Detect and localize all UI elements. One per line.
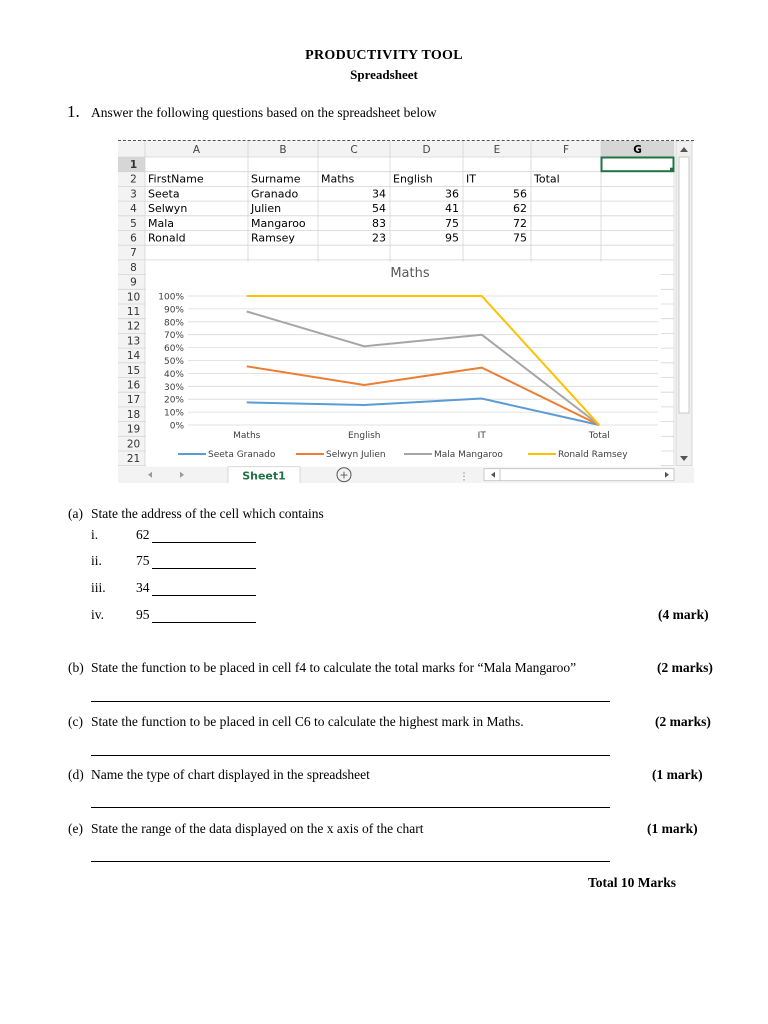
- answer-line[interactable]: [152, 542, 256, 543]
- row-header[interactable]: 15: [126, 364, 141, 377]
- part-b-text: State the function to be placed in cell f4 to calculate the total marks for “Mala Mangaroo”: [91, 660, 577, 675]
- x-tick-label: Total: [588, 431, 610, 441]
- spreadsheet-svg: [118, 141, 694, 483]
- part-a-item-value: 34: [136, 580, 150, 595]
- y-tick-label: 20%: [163, 395, 184, 406]
- row-header[interactable]: 5: [130, 217, 137, 230]
- part-a-item-value: 62: [136, 527, 150, 542]
- part-b-label: (b): [68, 660, 84, 675]
- part-e-label: (e): [68, 821, 83, 836]
- cell[interactable]: Granado: [251, 187, 299, 201]
- row-header[interactable]: 13: [126, 335, 141, 348]
- row-header[interactable]: 10: [126, 291, 141, 304]
- question-number: 1.: [67, 102, 80, 121]
- sheet-tab-label[interactable]: Sheet1: [242, 469, 286, 483]
- cell[interactable]: Ronald: [148, 231, 186, 245]
- part-a-label: (a): [68, 506, 83, 521]
- row-header[interactable]: 11: [126, 306, 141, 318]
- row-header[interactable]: 2: [130, 173, 137, 186]
- cell[interactable]: 54: [372, 202, 386, 216]
- cell[interactable]: 23: [372, 231, 386, 245]
- part-a-marks: (4 mark): [658, 607, 709, 622]
- fill-handle[interactable]: [670, 168, 674, 172]
- legend-label: Ronald Ramsey: [558, 450, 628, 460]
- cell-header[interactable]: Surname: [251, 172, 301, 186]
- row-header[interactable]: 18: [126, 408, 141, 421]
- part-e-text: State the range of the data displayed on the x axis of the chart: [91, 821, 424, 836]
- part-d-marks: (1 mark): [652, 767, 703, 782]
- row-header[interactable]: 4: [130, 203, 137, 216]
- cell[interactable]: Seeta: [148, 187, 180, 201]
- row-header[interactable]: 12: [126, 320, 141, 333]
- row-header[interactable]: 20: [126, 438, 141, 451]
- cell[interactable]: 75: [513, 231, 527, 245]
- splitter-handle-icon[interactable]: ⋮: [459, 471, 469, 483]
- cell[interactable]: Julien: [251, 202, 282, 216]
- part-b-marks: (2 marks): [657, 660, 713, 675]
- cell[interactable]: Ramsey: [251, 231, 295, 245]
- total-marks: Total 10 Marks: [588, 875, 677, 890]
- y-tick-label: 30%: [163, 382, 184, 393]
- cell[interactable]: 62: [513, 202, 527, 216]
- row-header[interactable]: 14: [126, 350, 141, 363]
- row-header[interactable]: 21: [126, 453, 141, 465]
- y-tick-label: 40%: [163, 369, 184, 380]
- vertical-scroll-thumb[interactable]: [679, 157, 689, 413]
- legend-label: Selwyn Julien: [326, 450, 386, 460]
- row-header[interactable]: 9: [130, 276, 137, 289]
- part-e-marks: (1 mark): [647, 821, 698, 836]
- y-tick-label: 90%: [163, 305, 184, 316]
- spreadsheet-image: [118, 140, 694, 483]
- cell[interactable]: Selwyn: [148, 202, 188, 216]
- column-header-d[interactable]: D: [422, 144, 431, 156]
- question-intro: Answer the following questions based on the spreadsheet below: [91, 105, 437, 120]
- part-a-item-roman: i.: [91, 527, 99, 542]
- cell[interactable]: Mala: [148, 216, 175, 230]
- document-subtitle: Spreadsheet: [350, 67, 418, 82]
- row-header[interactable]: 3: [130, 188, 137, 201]
- x-tick-label: IT: [477, 431, 486, 441]
- column-header-bar: [118, 141, 674, 157]
- answer-line[interactable]: [91, 755, 610, 756]
- part-d-text: Name the type of chart displayed in the spreadsheet: [91, 767, 370, 782]
- answer-line[interactable]: [91, 701, 610, 702]
- y-tick-label: 0%: [169, 421, 184, 432]
- column-header-c[interactable]: C: [350, 144, 358, 156]
- y-tick-label: 50%: [163, 357, 184, 367]
- answer-line[interactable]: [91, 861, 610, 862]
- answer-line[interactable]: [152, 568, 256, 569]
- column-header-f[interactable]: F: [562, 144, 570, 156]
- plus-icon[interactable]: +: [339, 468, 349, 482]
- column-header-g[interactable]: G: [633, 144, 642, 156]
- cell[interactable]: 95: [445, 231, 459, 245]
- part-c-text: State the function to be placed in cell C6 to calculate the highest mark in Maths.: [91, 714, 524, 729]
- cell[interactable]: 56: [513, 187, 527, 201]
- row-header[interactable]: 6: [130, 232, 137, 245]
- row-header[interactable]: 17: [126, 394, 141, 407]
- y-tick-label: 70%: [163, 331, 184, 342]
- answer-line[interactable]: [152, 622, 256, 623]
- document-title: PRODUCTIVITY TOOL: [305, 48, 463, 63]
- cell[interactable]: 36: [445, 187, 459, 201]
- part-a-text: State the address of the cell which contains: [91, 506, 324, 521]
- cell-header[interactable]: English: [393, 172, 433, 186]
- chart-title: Maths: [390, 265, 430, 281]
- legend-label: Mala Mangaroo: [434, 450, 503, 460]
- part-a-item-value: 95: [136, 607, 150, 622]
- y-tick-label: 10%: [163, 408, 184, 419]
- part-a-item-roman: ii.: [91, 553, 102, 568]
- part-a-item-roman: iii.: [91, 580, 106, 595]
- cell[interactable]: Mangaroo: [251, 216, 306, 230]
- cell[interactable]: 83: [372, 216, 386, 230]
- y-tick-label: 60%: [163, 344, 184, 355]
- column-header-e[interactable]: E: [493, 144, 501, 156]
- y-tick-label: 80%: [163, 318, 184, 329]
- answer-line[interactable]: [152, 595, 256, 596]
- horizontal-scrollbar[interactable]: [484, 469, 674, 481]
- legend-label: Seeta Granado: [208, 450, 276, 460]
- row-header[interactable]: 19: [126, 423, 141, 436]
- x-tick-label: Maths: [233, 431, 261, 441]
- row-header[interactable]: 7: [130, 247, 137, 260]
- row-header[interactable]: 16: [126, 379, 141, 392]
- column-header-b[interactable]: B: [279, 144, 287, 156]
- x-tick-label: English: [348, 431, 381, 441]
- chart-area[interactable]: [146, 262, 661, 468]
- cell[interactable]: 41: [445, 202, 459, 216]
- cell[interactable]: 75: [445, 216, 459, 230]
- cell[interactable]: 72: [513, 216, 527, 230]
- cell-header[interactable]: FirstName: [148, 172, 204, 186]
- cell-header[interactable]: IT: [466, 172, 476, 186]
- cell-header[interactable]: Total: [534, 172, 560, 186]
- row-header[interactable]: 1: [129, 159, 138, 171]
- part-a-item-roman: iv.: [91, 607, 104, 622]
- column-header-a[interactable]: A: [192, 144, 201, 156]
- part-d-label: (d): [68, 767, 84, 782]
- answer-line[interactable]: [91, 807, 610, 808]
- cell[interactable]: 34: [372, 187, 386, 201]
- part-c-marks: (2 marks): [655, 714, 711, 729]
- row-header[interactable]: 8: [130, 261, 137, 274]
- part-c-label: (c): [68, 714, 83, 729]
- part-a-item-value: 75: [136, 553, 150, 568]
- y-tick-label: 100%: [158, 292, 184, 303]
- cell-header[interactable]: Maths: [321, 172, 355, 186]
